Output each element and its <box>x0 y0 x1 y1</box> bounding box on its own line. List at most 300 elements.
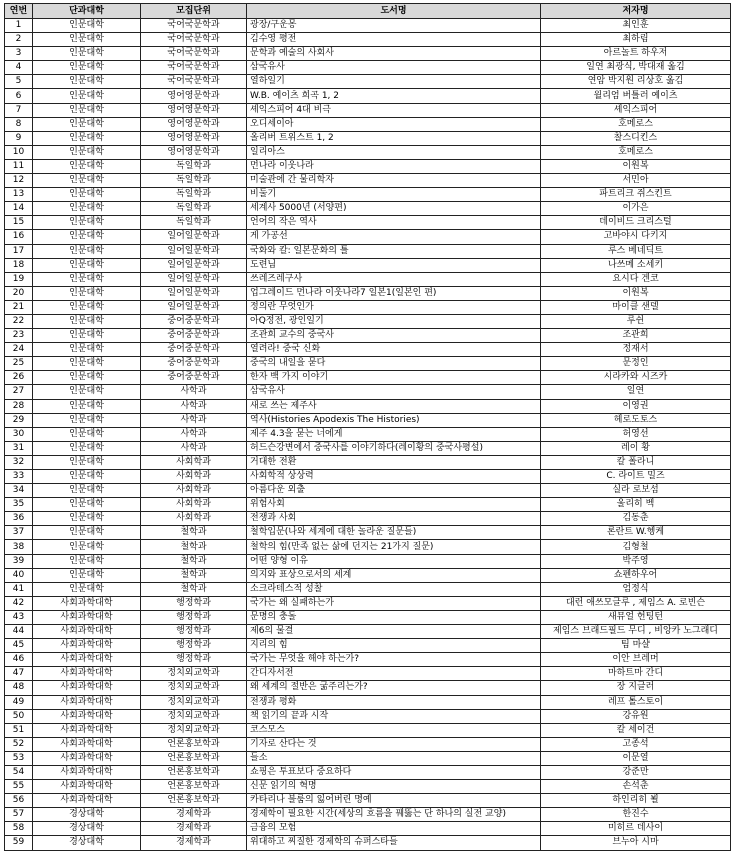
row-number: 20 <box>5 286 33 300</box>
department-cell: 정치외교학과 <box>141 667 247 681</box>
book-title-cell: 전쟁과 사회 <box>247 512 541 526</box>
row-number: 5 <box>5 75 33 89</box>
department-cell: 독일학과 <box>141 174 247 188</box>
college-cell: 인문대학 <box>33 399 141 413</box>
book-title-cell: 들소 <box>247 751 541 765</box>
row-number: 47 <box>5 667 33 681</box>
college-cell: 사회과학대학 <box>33 681 141 695</box>
row-number: 21 <box>5 300 33 314</box>
author-cell: 미히르 데사이 <box>541 822 731 836</box>
book-title-cell: 열하일기 <box>247 75 541 89</box>
college-cell: 인문대학 <box>33 159 141 173</box>
author-cell: 이원복 <box>541 286 731 300</box>
table-row <box>5 314 731 328</box>
college-cell: 인문대학 <box>33 371 141 385</box>
department-cell: 독일학과 <box>141 216 247 230</box>
college-cell: 인문대학 <box>33 188 141 202</box>
book-title-cell: 셰익스피어 4대 비극 <box>247 103 541 117</box>
book-title-cell: 카타리나 블룸의 잃어버린 명예 <box>247 794 541 808</box>
book-title-cell: 아Q정전, 광인일기 <box>247 314 541 328</box>
department-cell: 일어일문학과 <box>141 272 247 286</box>
book-title-cell: 도련님 <box>247 258 541 272</box>
book-title-cell: 쓰레즈레구사 <box>247 272 541 286</box>
row-number: 41 <box>5 582 33 596</box>
college-cell: 사회과학대학 <box>33 596 141 610</box>
author-cell: 파트리크 쥐스킨트 <box>541 188 731 202</box>
department-cell: 정치외교학과 <box>141 723 247 737</box>
college-cell: 사회과학대학 <box>33 695 141 709</box>
department-cell: 국어국문학과 <box>141 75 247 89</box>
book-title-cell: 왜 세계의 절반은 굶주리는가? <box>247 681 541 695</box>
department-cell: 정치외교학과 <box>141 695 247 709</box>
header-row <box>5 4 731 19</box>
book-title-cell: W.B. 예이츠 희곡 1, 2 <box>247 89 541 103</box>
book-title-cell: 언어의 작은 역사 <box>247 216 541 230</box>
department-cell: 일어일문학과 <box>141 286 247 300</box>
book-title-cell: 열려라! 중국 신화 <box>247 343 541 357</box>
department-cell: 국어국문학과 <box>141 19 247 33</box>
author-cell: 김형철 <box>541 540 731 554</box>
book-title-cell: 먼나라 이웃나라 <box>247 159 541 173</box>
college-cell: 인문대학 <box>33 413 141 427</box>
row-number: 12 <box>5 174 33 188</box>
department-cell: 독일학과 <box>141 188 247 202</box>
table-row <box>5 794 731 808</box>
department-cell: 행정학과 <box>141 639 247 653</box>
college-cell: 사회과학대학 <box>33 639 141 653</box>
row-number: 43 <box>5 610 33 624</box>
row-number: 49 <box>5 695 33 709</box>
author-cell: 손석춘 <box>541 780 731 794</box>
table-row <box>5 286 731 300</box>
department-cell: 중어중문학과 <box>141 314 247 328</box>
author-cell: 엄정식 <box>541 582 731 596</box>
table-row <box>5 117 731 131</box>
row-number: 22 <box>5 314 33 328</box>
book-title-cell: 광장/구운몽 <box>247 19 541 33</box>
author-cell: 김동춘 <box>541 512 731 526</box>
book-title-cell: 미술관에 간 물리학자 <box>247 174 541 188</box>
row-number: 59 <box>5 836 33 850</box>
row-number: 23 <box>5 329 33 343</box>
author-cell: 쇼펜하우어 <box>541 568 731 582</box>
table-row <box>5 681 731 695</box>
department-cell: 철학과 <box>141 554 247 568</box>
book-title-cell: 아름다운 외출 <box>247 484 541 498</box>
college-cell: 인문대학 <box>33 103 141 117</box>
college-cell: 사회과학대학 <box>33 709 141 723</box>
department-cell: 영어영문학과 <box>141 145 247 159</box>
author-cell: 고종석 <box>541 737 731 751</box>
row-number: 48 <box>5 681 33 695</box>
book-title-cell: 제6의 물결 <box>247 625 541 639</box>
row-number: 32 <box>5 455 33 469</box>
college-cell: 인문대학 <box>33 554 141 568</box>
author-cell: 나쓰메 소세키 <box>541 258 731 272</box>
college-cell: 경상대학 <box>33 836 141 850</box>
college-cell: 사회과학대학 <box>33 737 141 751</box>
table-row <box>5 188 731 202</box>
book-title-cell: 철학입문(나와 세계에 대한 놀라운 질문들) <box>247 526 541 540</box>
college-cell: 사회과학대학 <box>33 751 141 765</box>
table-row <box>5 765 731 779</box>
author-cell: 조관희 <box>541 329 731 343</box>
college-cell: 인문대학 <box>33 526 141 540</box>
author-cell: 일연 최광식, 박대재 옮김 <box>541 61 731 75</box>
college-cell: 인문대학 <box>33 357 141 371</box>
college-cell: 경상대학 <box>33 808 141 822</box>
table-row <box>5 343 731 357</box>
table-row <box>5 751 731 765</box>
row-number: 27 <box>5 385 33 399</box>
college-cell: 인문대학 <box>33 89 141 103</box>
book-title-cell: 게 가공선 <box>247 230 541 244</box>
author-cell: 이원복 <box>541 159 731 173</box>
row-number: 11 <box>5 159 33 173</box>
author-cell: 팀 마샬 <box>541 639 731 653</box>
college-cell: 인문대학 <box>33 216 141 230</box>
college-cell: 사회과학대학 <box>33 765 141 779</box>
book-title-cell: 김수영 평전 <box>247 33 541 47</box>
row-number: 57 <box>5 808 33 822</box>
department-cell: 철학과 <box>141 568 247 582</box>
table-row <box>5 653 731 667</box>
row-number: 1 <box>5 19 33 33</box>
book-title-cell: 소크라테스적 성찰 <box>247 582 541 596</box>
table-row <box>5 300 731 314</box>
book-title-cell: 의지와 표상으로서의 세계 <box>247 568 541 582</box>
book-title-cell: 기자로 산다는 것 <box>247 737 541 751</box>
table-row <box>5 639 731 653</box>
table-row <box>5 808 731 822</box>
book-title-cell: 삼국유사 <box>247 385 541 399</box>
row-number: 40 <box>5 568 33 582</box>
table-row <box>5 822 731 836</box>
table-row <box>5 836 731 850</box>
book-title-cell: 지리의 힘 <box>247 639 541 653</box>
college-cell: 인문대학 <box>33 202 141 216</box>
table-row <box>5 47 731 61</box>
author-cell: 마하트마 간디 <box>541 667 731 681</box>
department-cell: 행정학과 <box>141 653 247 667</box>
header-college: 단과대학 <box>33 4 141 19</box>
author-cell: 강준만 <box>541 765 731 779</box>
row-number: 56 <box>5 794 33 808</box>
row-number: 51 <box>5 723 33 737</box>
college-cell: 인문대학 <box>33 314 141 328</box>
department-cell: 중어중문학과 <box>141 371 247 385</box>
author-cell: 일연 <box>541 385 731 399</box>
table-row <box>5 441 731 455</box>
department-cell: 언론홍보학과 <box>141 765 247 779</box>
author-cell: 울리히 벡 <box>541 498 731 512</box>
row-number: 18 <box>5 258 33 272</box>
table-row <box>5 512 731 526</box>
table-row <box>5 329 731 343</box>
author-cell: 요시다 겐코 <box>541 272 731 286</box>
book-title-cell: 올리버 트위스트 1, 2 <box>247 131 541 145</box>
department-cell: 언론홍보학과 <box>141 780 247 794</box>
book-title-cell: 업그레이드 먼나라 이웃나라7 일본1(일본인 편) <box>247 286 541 300</box>
row-number: 28 <box>5 399 33 413</box>
row-number: 53 <box>5 751 33 765</box>
department-cell: 경제학과 <box>141 822 247 836</box>
author-cell: 이가은 <box>541 202 731 216</box>
table-row <box>5 610 731 624</box>
row-number: 45 <box>5 639 33 653</box>
book-title-cell: 세계사 5000년 (서양편) <box>247 202 541 216</box>
department-cell: 중어중문학과 <box>141 357 247 371</box>
row-number: 52 <box>5 737 33 751</box>
row-number: 34 <box>5 484 33 498</box>
row-number: 33 <box>5 470 33 484</box>
table-row <box>5 470 731 484</box>
table-row <box>5 216 731 230</box>
table-row <box>5 371 731 385</box>
author-cell: 최인훈 <box>541 19 731 33</box>
author-cell: 이안 브레머 <box>541 653 731 667</box>
row-number: 35 <box>5 498 33 512</box>
author-cell: 허영선 <box>541 427 731 441</box>
college-cell: 인문대학 <box>33 484 141 498</box>
book-title-cell: 오디세이아 <box>247 117 541 131</box>
author-cell: 제임스 브래드필드 무디 , 비앙카 노그래디 <box>541 625 731 639</box>
author-cell: 찰스디킨스 <box>541 131 731 145</box>
department-cell: 일어일문학과 <box>141 230 247 244</box>
row-number: 17 <box>5 244 33 258</box>
table-row <box>5 258 731 272</box>
table-row <box>5 159 731 173</box>
book-title-cell: 제주 4.3을 묻는 너에게 <box>247 427 541 441</box>
department-cell: 철학과 <box>141 540 247 554</box>
author-cell: 강유원 <box>541 709 731 723</box>
college-cell: 사회과학대학 <box>33 653 141 667</box>
department-cell: 경제학과 <box>141 836 247 850</box>
college-cell: 인문대학 <box>33 455 141 469</box>
row-number: 54 <box>5 765 33 779</box>
author-cell: 윌리엄 버틀러 예이츠 <box>541 89 731 103</box>
author-cell: 한진수 <box>541 808 731 822</box>
table-row <box>5 103 731 117</box>
college-cell: 인문대학 <box>33 427 141 441</box>
row-number: 7 <box>5 103 33 117</box>
book-title-cell: 문명의 충돌 <box>247 610 541 624</box>
author-cell: 칼 세이건 <box>541 723 731 737</box>
book-title-cell: 한자 백 가지 이야기 <box>247 371 541 385</box>
row-number: 6 <box>5 89 33 103</box>
department-cell: 철학과 <box>141 526 247 540</box>
department-cell: 철학과 <box>141 582 247 596</box>
row-number: 31 <box>5 441 33 455</box>
department-cell: 독일학과 <box>141 202 247 216</box>
row-number: 2 <box>5 33 33 47</box>
author-cell: 브누아 시마 <box>541 836 731 850</box>
book-title-cell: 철학의 힘(만족 없는 삶에 던지는 21가지 질문) <box>247 540 541 554</box>
table-row <box>5 695 731 709</box>
department-cell: 중어중문학과 <box>141 343 247 357</box>
row-number: 42 <box>5 596 33 610</box>
row-number: 16 <box>5 230 33 244</box>
row-number: 44 <box>5 625 33 639</box>
table-row <box>5 89 731 103</box>
book-title-cell: 위대하고 찌질한 경제학의 슈퍼스타들 <box>247 836 541 850</box>
college-cell: 인문대학 <box>33 272 141 286</box>
row-number: 8 <box>5 117 33 131</box>
college-cell: 인문대학 <box>33 47 141 61</box>
table-row <box>5 568 731 582</box>
table-row <box>5 33 731 47</box>
book-title-cell: 비둘기 <box>247 188 541 202</box>
row-number: 50 <box>5 709 33 723</box>
table-row <box>5 709 731 723</box>
row-number: 3 <box>5 47 33 61</box>
department-cell: 국어국문학과 <box>141 33 247 47</box>
book-title-cell: 책 읽기의 끝과 시작 <box>247 709 541 723</box>
department-cell: 영어영문학과 <box>141 89 247 103</box>
row-number: 24 <box>5 343 33 357</box>
book-title-cell: 국가는 무엇을 해야 하는가? <box>247 653 541 667</box>
author-cell: 데이비드 크리스털 <box>541 216 731 230</box>
table-row <box>5 399 731 413</box>
row-number: 19 <box>5 272 33 286</box>
table-row <box>5 526 731 540</box>
department-cell: 영어영문학과 <box>141 103 247 117</box>
author-cell: 대런 애쓰모글루 , 제임스 A. 로빈슨 <box>541 596 731 610</box>
department-cell: 사회학과 <box>141 484 247 498</box>
row-number: 37 <box>5 526 33 540</box>
table-row <box>5 498 731 512</box>
college-cell: 인문대학 <box>33 582 141 596</box>
college-cell: 인문대학 <box>33 385 141 399</box>
table-row <box>5 272 731 286</box>
row-number: 29 <box>5 413 33 427</box>
table-row <box>5 19 731 33</box>
department-cell: 국어국문학과 <box>141 61 247 75</box>
table-row <box>5 145 731 159</box>
table-row <box>5 244 731 258</box>
department-cell: 영어영문학과 <box>141 117 247 131</box>
department-cell: 사학과 <box>141 427 247 441</box>
book-title-cell: 사회학적 상상력 <box>247 470 541 484</box>
book-title-cell: 금융의 모험 <box>247 822 541 836</box>
book-title-cell: 중국의 내일을 묻다 <box>247 357 541 371</box>
author-cell: 호메로스 <box>541 117 731 131</box>
department-cell: 국어국문학과 <box>141 47 247 61</box>
college-cell: 인문대학 <box>33 145 141 159</box>
book-title-cell: 조관희 교수의 중국사 <box>247 329 541 343</box>
department-cell: 일어일문학과 <box>141 258 247 272</box>
row-number: 36 <box>5 512 33 526</box>
college-cell: 인문대학 <box>33 470 141 484</box>
table-row <box>5 230 731 244</box>
department-cell: 정치외교학과 <box>141 681 247 695</box>
row-number: 15 <box>5 216 33 230</box>
author-cell: 최하림 <box>541 33 731 47</box>
department-cell: 행정학과 <box>141 610 247 624</box>
college-cell: 인문대학 <box>33 174 141 188</box>
author-cell: 루쉰 <box>541 314 731 328</box>
college-cell: 사회과학대학 <box>33 625 141 639</box>
header-author: 저자명 <box>541 4 731 19</box>
table-row <box>5 780 731 794</box>
book-title-cell: 쇼핑은 투표보다 중요하다 <box>247 765 541 779</box>
row-number: 9 <box>5 131 33 145</box>
college-cell: 사회과학대학 <box>33 723 141 737</box>
department-cell: 사학과 <box>141 413 247 427</box>
table-header <box>5 4 731 19</box>
college-cell: 인문대학 <box>33 230 141 244</box>
header-title: 도서명 <box>247 4 541 19</box>
row-number: 25 <box>5 357 33 371</box>
author-cell: 하인리히 뵐 <box>541 794 731 808</box>
book-title-cell: 역사(Histories Apodexis The Histories) <box>247 413 541 427</box>
book-title-cell: 삼국유사 <box>247 61 541 75</box>
author-cell: 정재서 <box>541 343 731 357</box>
table-row <box>5 484 731 498</box>
row-number: 30 <box>5 427 33 441</box>
department-cell: 사회학과 <box>141 498 247 512</box>
author-cell: 고바야시 다키지 <box>541 230 731 244</box>
table-row <box>5 357 731 371</box>
author-cell: 박주영 <box>541 554 731 568</box>
author-cell: 서민아 <box>541 174 731 188</box>
author-cell: 마이클 샌델 <box>541 300 731 314</box>
college-cell: 인문대학 <box>33 441 141 455</box>
department-cell: 행정학과 <box>141 596 247 610</box>
book-list-table <box>4 3 731 851</box>
table-row <box>5 131 731 145</box>
book-title-cell: 정의란 무엇인가 <box>247 300 541 314</box>
author-cell: 시라카와 시즈카 <box>541 371 731 385</box>
table-row <box>5 202 731 216</box>
row-number: 38 <box>5 540 33 554</box>
college-cell: 인문대학 <box>33 540 141 554</box>
author-cell: 셰익스피어 <box>541 103 731 117</box>
department-cell: 영어영문학과 <box>141 131 247 145</box>
college-cell: 인문대학 <box>33 343 141 357</box>
department-cell: 사회학과 <box>141 455 247 469</box>
author-cell: 연암 박지원 리상호 옮김 <box>541 75 731 89</box>
table-row <box>5 455 731 469</box>
author-cell: 칼 폴라니 <box>541 455 731 469</box>
table-row <box>5 427 731 441</box>
table-row <box>5 540 731 554</box>
college-cell: 경상대학 <box>33 822 141 836</box>
table-row <box>5 174 731 188</box>
book-title-cell: 전쟁과 평화 <box>247 695 541 709</box>
book-title-cell: 새로 쓰는 제주사 <box>247 399 541 413</box>
department-cell: 사학과 <box>141 385 247 399</box>
table-row <box>5 75 731 89</box>
college-cell: 인문대학 <box>33 244 141 258</box>
department-cell: 일어일문학과 <box>141 300 247 314</box>
row-number: 58 <box>5 822 33 836</box>
book-title-cell: 신문 읽기의 혁명 <box>247 780 541 794</box>
college-cell: 인문대학 <box>33 131 141 145</box>
department-cell: 사회학과 <box>141 512 247 526</box>
department-cell: 사학과 <box>141 441 247 455</box>
author-cell: 레프 톨스토이 <box>541 695 731 709</box>
author-cell: C. 라이트 밀즈 <box>541 470 731 484</box>
college-cell: 인문대학 <box>33 61 141 75</box>
department-cell: 사학과 <box>141 399 247 413</box>
header-no: 연번 <box>5 4 33 19</box>
department-cell: 경제학과 <box>141 808 247 822</box>
author-cell: 레이 황 <box>541 441 731 455</box>
table-row <box>5 723 731 737</box>
department-cell: 사회학과 <box>141 470 247 484</box>
author-cell: 실라 로보섬 <box>541 484 731 498</box>
